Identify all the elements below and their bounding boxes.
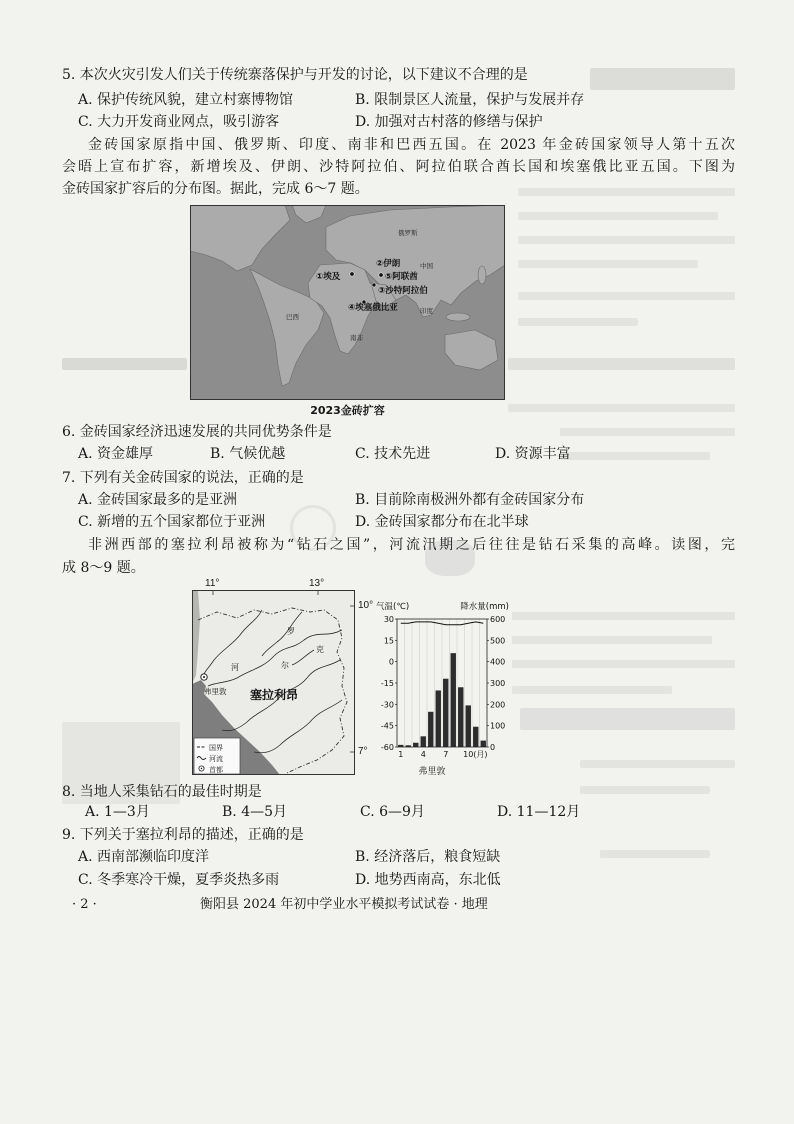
q5-stem: 5. 本次火灾引发人们关于传统寨落保护与开发的讨论，以下建议不合理的是	[62, 67, 528, 83]
scan-bleed-through	[518, 260, 698, 268]
scan-bleed-through	[508, 404, 735, 412]
right-axis-tick-label: 0	[490, 743, 496, 752]
saudi-marker	[372, 283, 376, 287]
scan-bleed-through	[580, 786, 710, 794]
right-axis-tick-label: 400	[490, 657, 506, 667]
exam-title-footer: 衡阳县 2024 年初中学业水平模拟考试试卷 · 地理	[200, 897, 488, 912]
left-axis-tick-label: -30	[380, 700, 394, 710]
left-axis-tick-label: -60	[380, 743, 394, 752]
left-axis-tick-label: 15	[383, 636, 394, 646]
q5-option-b: B. 限制景区人流量，保护与发展并存	[355, 92, 585, 108]
q8-option-b: B. 4—5月	[222, 804, 288, 820]
brics-map-caption: 2023金砖扩容	[310, 404, 385, 417]
scan-bleed-through	[508, 358, 735, 370]
scan-bleed-through	[518, 236, 735, 244]
scan-bleed-through	[600, 850, 710, 858]
latitude-label-bottom: 7°	[358, 746, 368, 757]
river-label-ke: 克	[316, 645, 324, 654]
scan-bleed-through	[512, 612, 735, 620]
q5-option-c: C. 大力开发商业网点，吸引游客	[78, 114, 280, 130]
scan-bleed-through	[560, 428, 735, 436]
precipitation-bar	[451, 653, 456, 747]
x-axis-tick-label: 4	[420, 750, 426, 759]
scan-bleed-through	[560, 452, 710, 460]
scan-bleed-through	[518, 212, 718, 220]
q6-stem: 6. 金砖国家经济迅速发展的共同优势条件是	[62, 424, 332, 440]
sierra-leone-intro-line: 成 8～9 题。	[62, 560, 145, 576]
map-label-india: 印度	[420, 307, 433, 315]
q9-option-b: B. 经济落后，粮食短缺	[355, 849, 501, 865]
q6-option-b: B. 气候优越	[210, 446, 286, 462]
precipitation-bar	[428, 712, 433, 747]
right-axis-tick-label: 300	[490, 679, 506, 688]
uae-marker	[379, 273, 383, 277]
q7-option-c: C. 新增的五个国家都位于亚洲	[78, 514, 266, 530]
scan-bleed-through	[518, 318, 638, 326]
capital-label: 弗里敦	[204, 687, 227, 696]
precipitation-bar	[473, 727, 478, 747]
q9-option-c: C. 冬季寒冷干燥，夏季炎热多雨	[78, 872, 280, 888]
q8-option-c: C. 6—9月	[360, 804, 425, 820]
scan-bleed-through	[518, 188, 735, 196]
precipitation-bar	[458, 687, 463, 747]
river-label-luo: 罗	[287, 627, 295, 636]
q7-stem: 7. 下列有关金砖国家的说法，正确的是	[62, 470, 304, 486]
longitude-label-left: 11°	[205, 578, 220, 589]
right-axis-tick-label: 200	[490, 700, 506, 710]
sierra-leone-map	[192, 590, 355, 775]
brics-world-map	[190, 205, 505, 400]
chart-title: 弗里敦	[418, 767, 446, 777]
left-axis-tick-label: 30	[383, 615, 394, 624]
q9-option-d: D. 地势西南高，东北低	[355, 872, 501, 888]
egypt-marker	[350, 272, 354, 276]
precipitation-bar	[466, 705, 471, 747]
x-axis-tick-label: 1	[398, 750, 404, 759]
scan-bleed-through	[512, 660, 735, 668]
map-label-iran: ②伊朗	[376, 259, 401, 269]
scan-bleed-through	[580, 760, 735, 768]
longitude-label-right: 13°	[309, 578, 325, 589]
q5-option-a: A. 保护传统风貌，建立村寨博物馆	[78, 92, 294, 108]
x-axis-tick-label: 10	[463, 750, 474, 759]
map-label-brazil: 巴西	[286, 313, 299, 321]
q9-option-a: A. 西南部濒临印度洋	[78, 849, 210, 865]
q6-option-c: C. 技术先进	[355, 446, 431, 462]
latitude-label-top: 10°	[358, 600, 374, 611]
q6-option-d: D. 资源丰富	[495, 446, 571, 462]
precipitation-bar	[443, 679, 448, 747]
legend-river-label: 河流	[209, 755, 223, 763]
q7-option-a: A. 金砖国家最多的是亚洲	[78, 492, 238, 508]
left-axis-tick-label: 0	[388, 657, 394, 667]
map-label-south-africa: 南非	[350, 334, 363, 342]
q7-option-b: B. 目前除南极洲外都有金砖国家分布	[355, 492, 585, 508]
river-label-he: 河	[231, 663, 239, 672]
legend-border-label: 国界	[209, 744, 223, 752]
country-label: 塞拉利昂	[250, 688, 299, 702]
map-label-ethiopia: ④埃塞俄比亚	[348, 303, 398, 313]
q5-option-d: D. 加强对古村落的修缮与保护	[355, 114, 543, 130]
scan-bleed-through	[590, 68, 735, 90]
legend-capital-label: 首都	[209, 766, 223, 774]
q7-option-d: D. 金砖国家都分布在北半球	[355, 514, 529, 530]
scan-bleed-through	[518, 292, 735, 300]
map-islands	[478, 266, 486, 284]
freetown-climate-chart	[370, 598, 510, 778]
left-axis-tick-label: -15	[380, 679, 394, 688]
q8-stem: 8. 当地人采集钻石的最佳时期是	[62, 784, 262, 800]
scan-bleed-through	[62, 358, 187, 370]
map-label-russia: 俄罗斯	[398, 229, 418, 237]
map-label-uae: ⑤阿联酋	[385, 272, 418, 282]
q9-stem: 9. 下列关于塞拉利昂的描述，正确的是	[62, 827, 304, 843]
map-label-saudi: ③沙特阿拉伯	[378, 286, 428, 296]
precipitation-bar	[413, 743, 418, 747]
right-axis-title: 降水量(mm)	[460, 602, 509, 612]
scan-bleed-through	[512, 686, 672, 694]
right-axis-tick-label: 500	[490, 636, 506, 646]
brics-intro-line: 金砖国家扩容后的分布图。据此，完成 6～7 题。	[62, 181, 369, 197]
left-axis-tick-label: -45	[380, 721, 394, 731]
q6-option-a: A. 资金雄厚	[78, 446, 154, 462]
q8-option-d: D. 11—12月	[497, 804, 581, 820]
page-number: · 2 ·	[72, 897, 97, 912]
map-islands	[446, 313, 470, 321]
q8-option-a: A. 1—3月	[85, 804, 150, 820]
precipitation-bar	[421, 736, 426, 747]
river-label-er: 尔	[281, 661, 289, 670]
legend-capital-dot	[201, 768, 203, 770]
x-axis-unit: (月)	[473, 750, 488, 759]
scan-bleed-through	[520, 708, 735, 730]
brics-intro-line: 会晤上宣布扩容，新增埃及、伊朗、沙特阿拉伯、阿拉伯联合酋长国和埃塞俄比亚五国。下图为	[62, 159, 735, 175]
right-axis-tick-label: 600	[490, 615, 506, 624]
x-axis-tick-label: 7	[443, 750, 449, 759]
precipitation-bar	[481, 741, 486, 747]
map-label-china: 中国	[420, 262, 433, 270]
map-label-egypt: ①埃及	[316, 272, 341, 282]
brics-intro-line: 金砖国家原指中国、俄罗斯、印度、南非和巴西五国。在 2023 年金砖国家领导人第十五次	[88, 137, 735, 153]
precipitation-bar	[436, 690, 441, 747]
capital-marker-dot	[203, 676, 205, 678]
scan-bleed-through	[512, 636, 712, 644]
sierra-leone-intro-line: 非洲西部的塞拉利昂被称为“钻石之国”，河流汛期之后往往是钻石采集的高峰。读图，完	[88, 537, 735, 553]
right-axis-tick-label: 100	[490, 721, 506, 731]
left-axis-title: 气温(℃)	[376, 602, 410, 612]
